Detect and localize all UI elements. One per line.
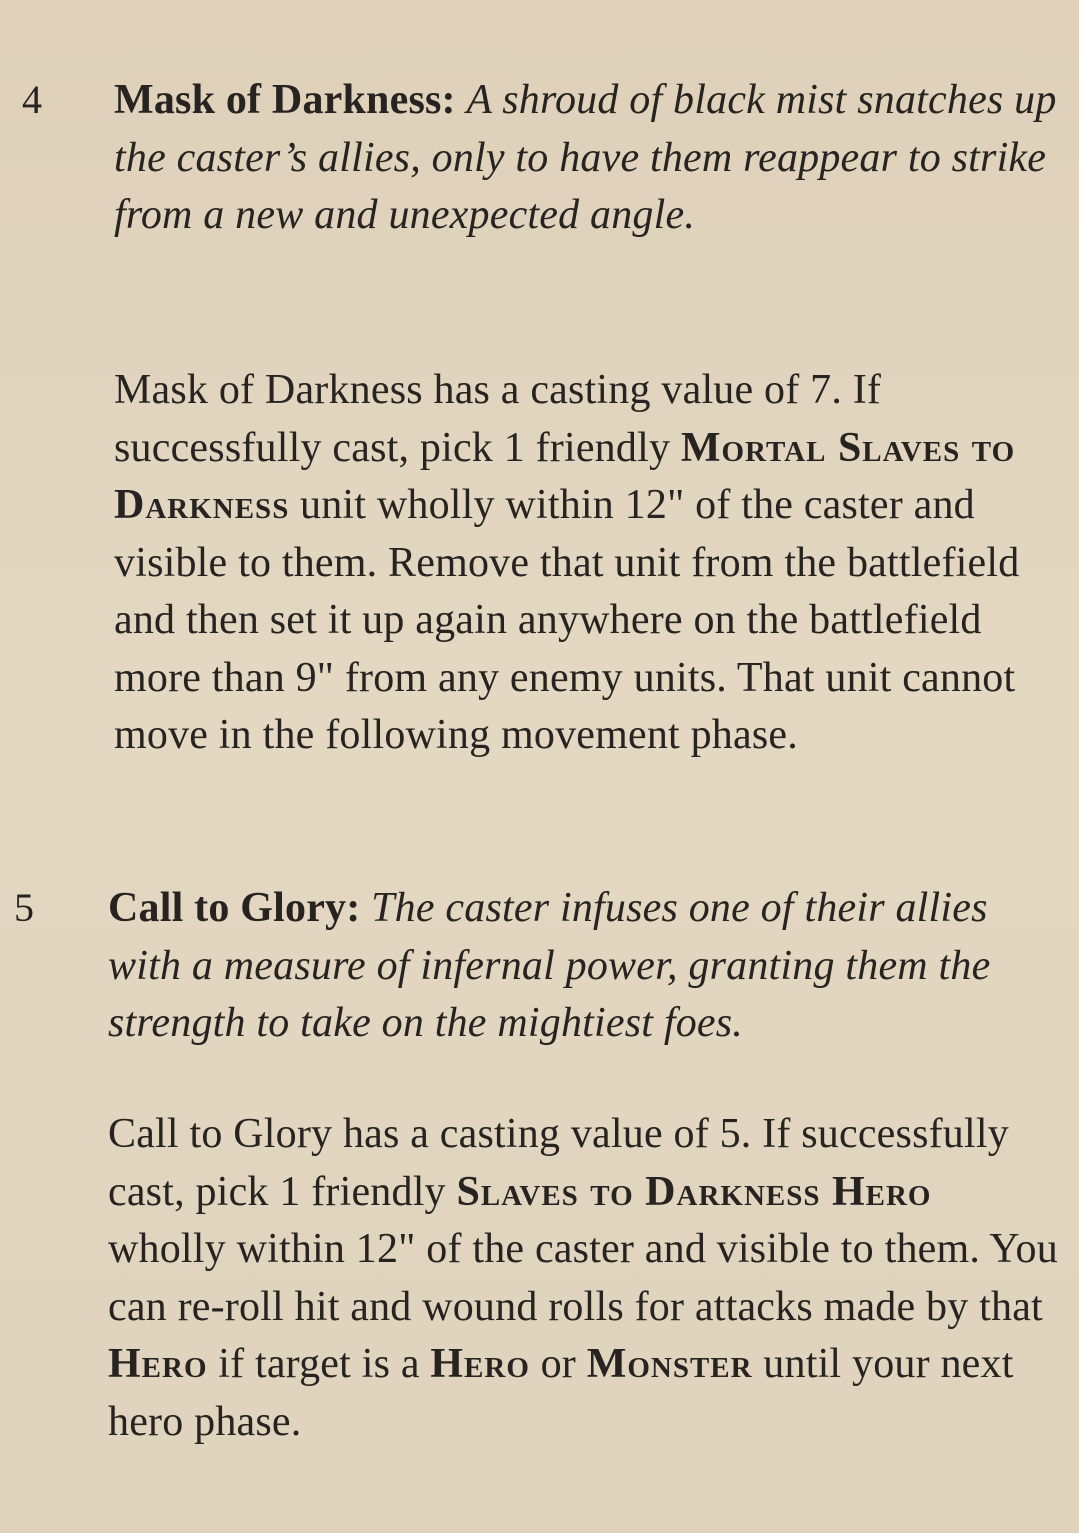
rules-segment: Call to Glory has a casting value of 5. If successfully cast, pick 1 friendly [108,1111,1009,1215]
rules-body [108,1106,1058,1451]
rules-text [108,1106,1058,1451]
spell-name: Call to Glory: [108,885,361,931]
keyword: Mortal Slaves to Darkness [114,424,1016,528]
keyword: Hero [430,1341,530,1387]
flavor-description: A shroud of black mist snatches up the caster’s allies, only to have them reappear to strike from a new and unexpected angle. [114,77,1057,238]
flavor-text [114,72,1064,245]
rules-text [114,362,1064,765]
keyword: Slaves to Darkness Hero [456,1168,932,1215]
rules-body [114,362,1064,765]
spell-name: Mask of Darkness: [114,77,456,123]
entry-number: 5 [14,885,34,930]
rules-segment: or [529,1341,587,1387]
rules-segment: Mask of Darkness has a casting value of 7. If successfully cast, pick 1 friendly [114,367,882,471]
entry-body [108,880,1068,1053]
rules-segment: until your next hero phase. [108,1341,1014,1445]
entry-number: 4 [22,77,42,122]
keyword: Hero [108,1341,208,1387]
flavor-text [108,880,1068,1053]
rules-segment: unit wholly within 12" of the caster and visible to them. Remove that unit from the battlefield and then set it up again anywhere on the battlefield more than 9" from any enemy units. That unit cannot move in the following movement phase. [114,482,1020,758]
entry-body [114,72,1064,245]
rules-segment: wholly within 12" of the caster and visible to them. You can re-roll hit and wound rolls for attacks made by that [108,1226,1058,1330]
rules-segment: if target is a [207,1341,431,1387]
keyword: Monster [586,1341,753,1387]
flavor-description: The caster infuses one of their allies with a measure of infernal power, granting them the strength to take on the mightiest foes. [108,885,991,1046]
